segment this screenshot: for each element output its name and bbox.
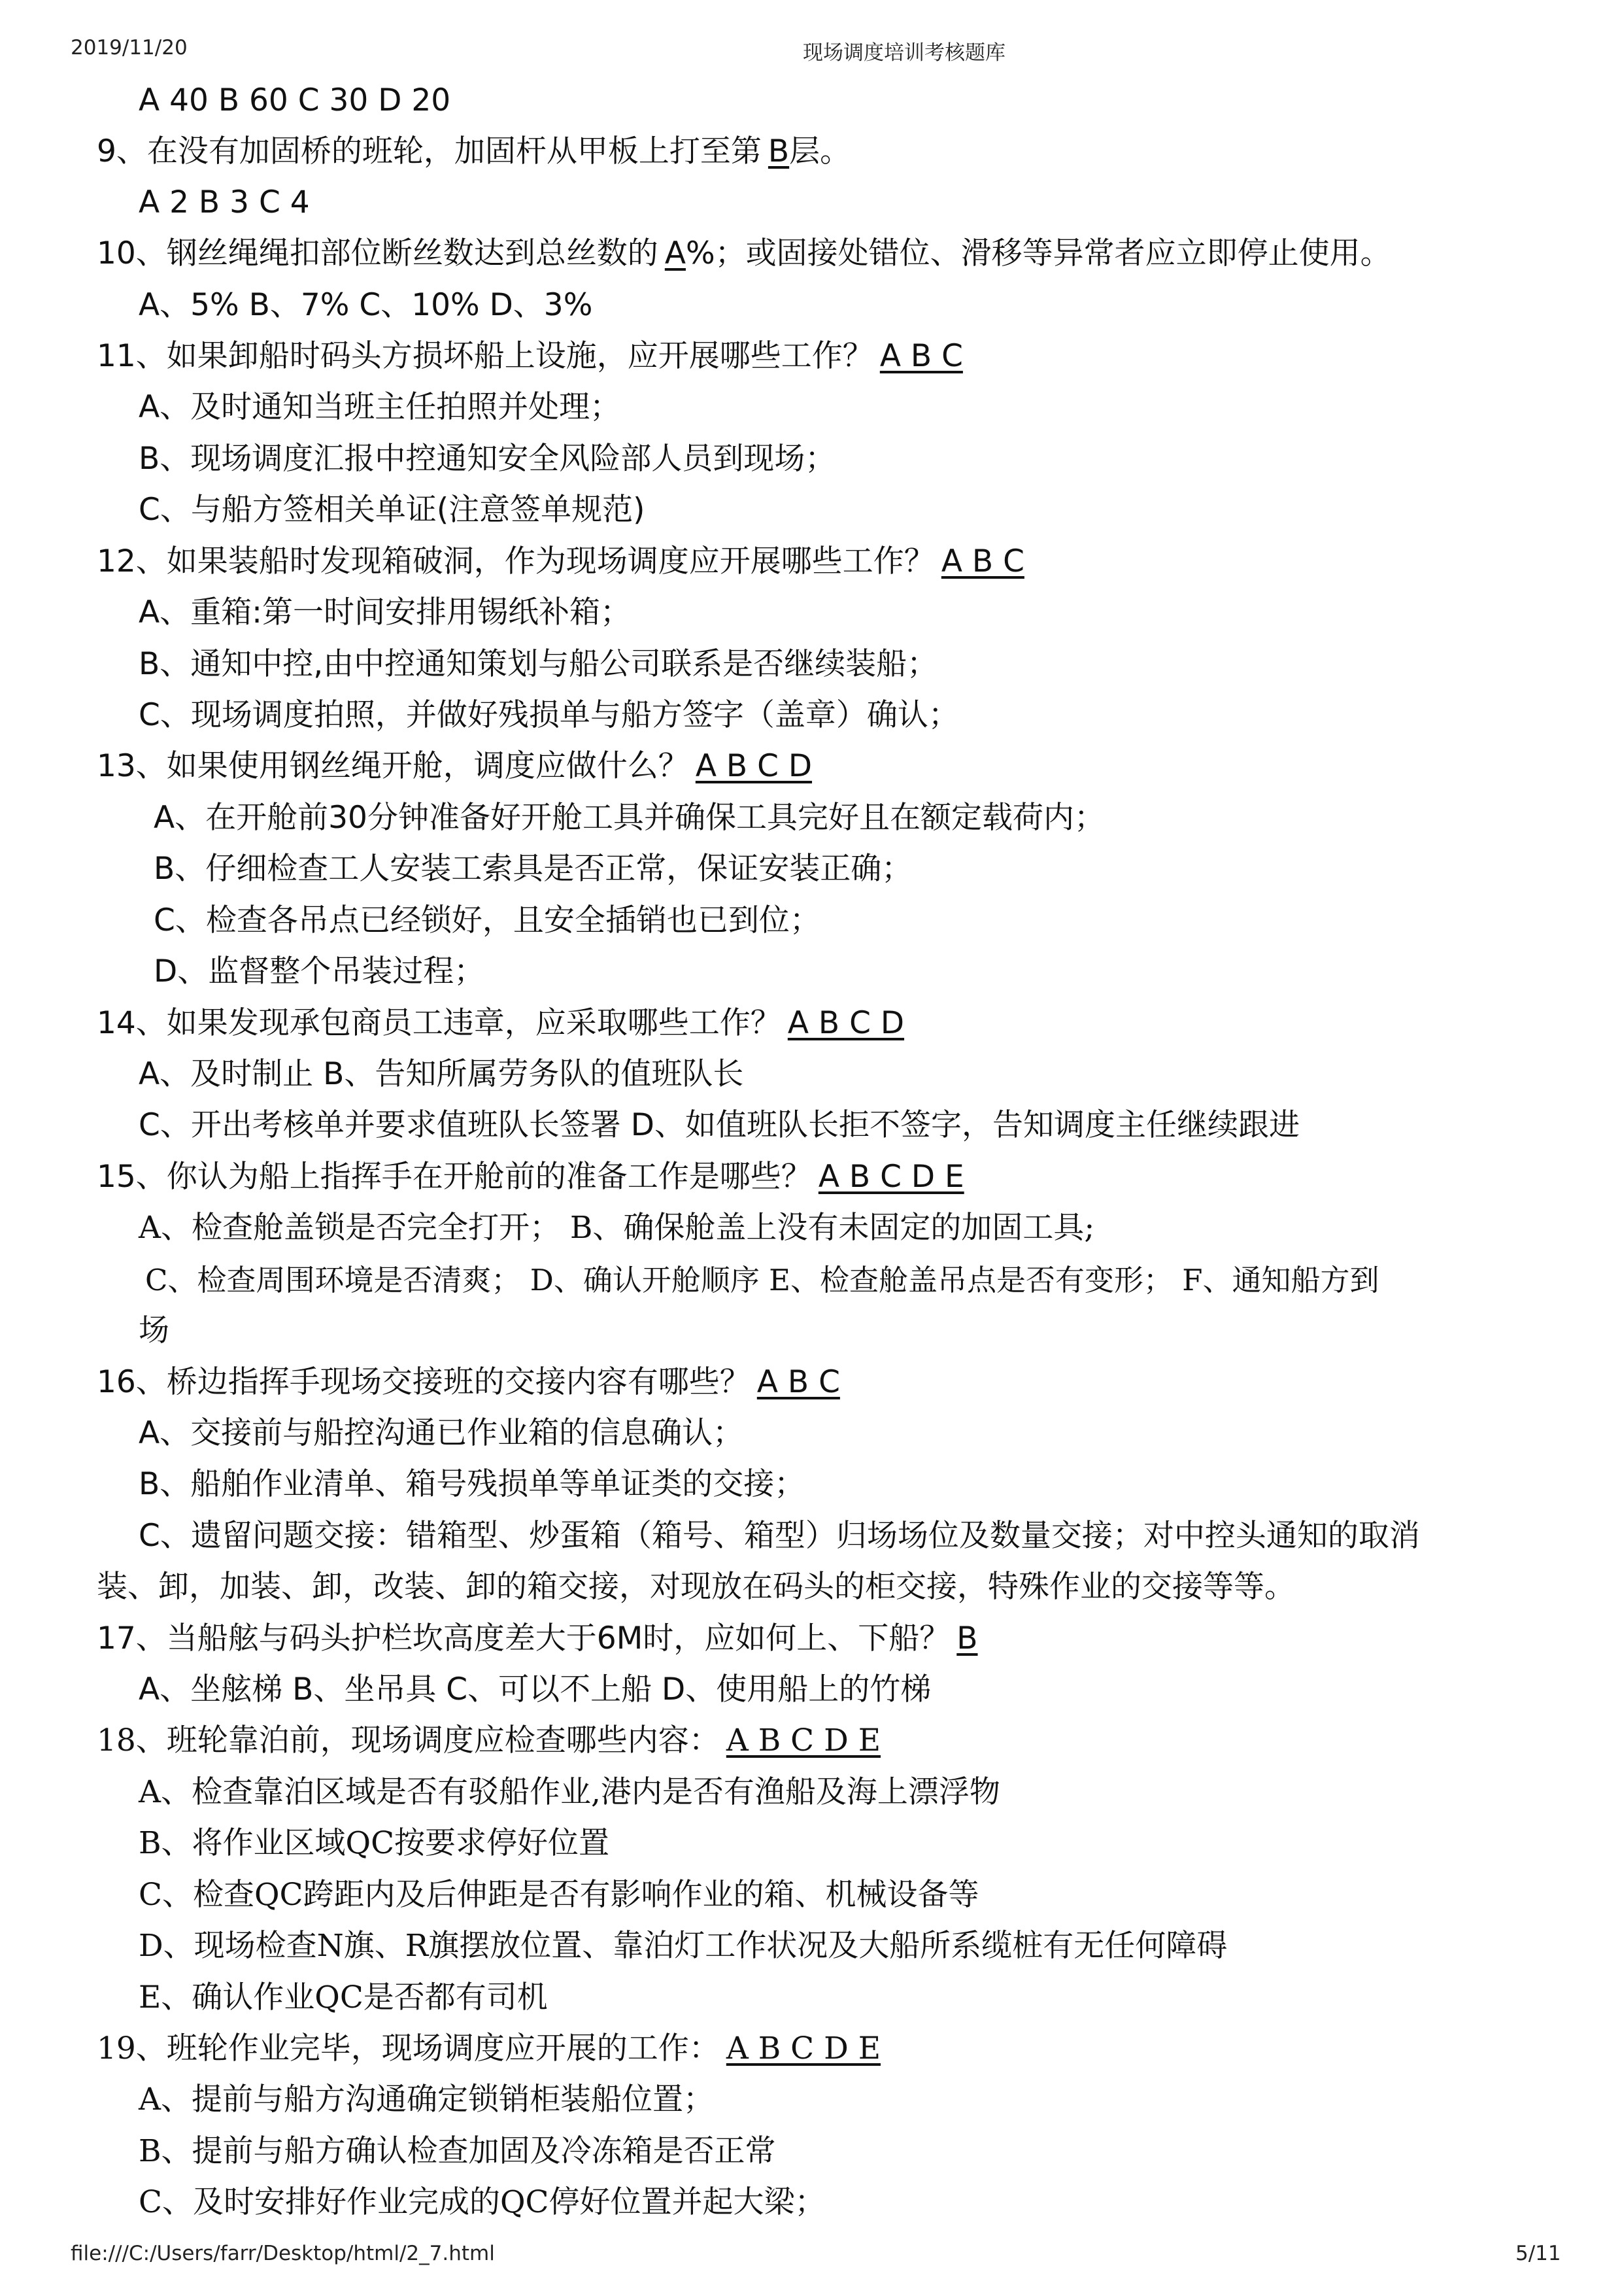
option-line: A、重箱:第一时间安排用锡纸补箱； [139, 594, 631, 630]
question-text: 13、如果使用钢丝绳开舱，调度应做什么？ [97, 748, 689, 784]
question-17 [97, 1619, 978, 1658]
option-line: C、遗留问题交接：错箱型、炒蛋箱（箱号、箱型）归场场位及数量交接；对中控头通知的取消 [139, 1518, 1420, 1554]
answer: B [768, 133, 790, 169]
header-title: 现场调度培训考核题库 [803, 41, 1005, 65]
footer-path: file:///C:/Users/farr/Desktop/html/2_7.html [71, 2242, 495, 2265]
option-line-wrap: 装、卸，加装、卸，改装、卸的箱交接，对现放在码头的柜交接，特殊作业的交接等等。 [97, 1569, 1295, 1605]
option-line: B、仔细检查工人安装工索具是否正常，保证安装正确； [154, 851, 913, 887]
option-line: A、提前与船方沟通确定锁销柜装船位置； [139, 2082, 714, 2117]
answer: A B C D E [818, 1159, 964, 1195]
question-16 [97, 1363, 840, 1402]
answer: A B C D [695, 748, 813, 784]
answer: A [664, 235, 686, 271]
option-line: A、交接前与船控沟通已作业箱的信息确认； [139, 1415, 744, 1451]
option-line: A、检查靠泊区域是否有驳船作业,港内是否有渔船及海上漂浮物 [139, 1774, 1000, 1810]
option-line: E、确认作业QC是否都有司机 [139, 1979, 548, 2015]
answer: B [956, 1620, 978, 1656]
option-line: B、船舶作业清单、箱号残损单等单证类的交接； [139, 1466, 805, 1502]
question-text: 12、如果装船时发现箱破洞，作为现场调度应开展哪些工作？ [97, 543, 935, 579]
question-9 [97, 132, 851, 171]
answer: A B C [879, 338, 963, 374]
answer: A B C [941, 543, 1024, 579]
question-text: 16、桥边指挥手现场交接班的交接内容有哪些？ [97, 1364, 751, 1400]
options-line: A 2 B 3 C 4 [139, 184, 310, 220]
option-line: B、提前与船方确认检查加固及冷冻箱是否正常 [139, 2133, 776, 2169]
option-line: C、及时安排好作业完成的QC停好位置并起大梁； [139, 2184, 826, 2220]
options-line: A、5% B、7% C、10% D、3% [139, 287, 593, 323]
footer-page-number: 5/11 [1515, 2242, 1561, 2265]
question-text: 14、如果发现承包商员工违章，应采取哪些工作？ [97, 1005, 781, 1041]
question-19 [97, 2029, 881, 2068]
question-10 [97, 234, 1391, 273]
option-line: A、检查舱盖锁是否完全打开； B、确保舱盖上没有未固定的加固工具; [139, 1210, 1095, 1246]
question-12 [97, 542, 1024, 581]
option-line: D、现场检查N旗、R旗摆放位置、靠泊灯工作状况及大船所系缆桩有无任何障碍 [139, 1928, 1228, 1964]
option-line: A、及时通知当班主任拍照并处理； [139, 389, 621, 425]
options-line: A 40 B 60 C 30 D 20 [139, 82, 451, 118]
question-13 [97, 747, 812, 786]
option-line-wrap: 场 [139, 1312, 169, 1348]
question-11 [97, 337, 963, 376]
option-line: C、与船方签相关单证(注意签单规范) [139, 492, 645, 528]
option-line: C、开出考核单并要求值班队长签署 D、如值班队长拒不签字，告知调度主任继续跟进 [139, 1107, 1300, 1143]
option-line: B、通知中控,由中控通知策划与船公司联系是否继续装船； [139, 646, 938, 682]
question-18 [97, 1721, 881, 1760]
answer: A B C D E [726, 2030, 881, 2066]
option-line: A、在开舱前30分钟准备好开舱工具并确保工具完好且在额定载荷内； [154, 800, 1105, 836]
option-line: B、将作业区域QC按要求停好位置 [139, 1825, 610, 1861]
question-text: 19、班轮作业完毕，现场调度应开展的工作： [97, 2030, 720, 2066]
header-date: 2019/11/20 [71, 36, 188, 60]
answer: A B C D E [726, 1722, 881, 1758]
option-line: C、现场调度拍照，并做好残损单与船方签字（盖章）确认； [139, 697, 959, 733]
question-14 [97, 1004, 904, 1043]
question-text: 10、钢丝绳绳扣部位断丝数达到总丝数的 [97, 235, 658, 271]
option-line: C、检查各吊点已经锁好，且安全插销也已到位； [154, 902, 820, 938]
question-text: 11、如果卸船时码头方损坏船上设施，应开展哪些工作？ [97, 338, 873, 374]
option-line: D、监督整个吊装过程； [154, 953, 485, 989]
question-text: 9、在没有加固桥的班轮，加固杆从甲板上打至第 [97, 133, 762, 169]
answer: A B C [756, 1364, 840, 1400]
question-15 [97, 1157, 964, 1197]
question-text-tail: %；或固接处错位、滑移等异常者应立即停止使用。 [685, 235, 1391, 271]
option-line: A、及时制止 B、告知所属劳务队的值班队长 [139, 1056, 744, 1092]
option-line: A、坐舷梯 B、坐吊具 C、可以不上船 D、使用船上的竹梯 [139, 1671, 932, 1707]
answer: A B C D [787, 1005, 905, 1041]
question-text: 15、你认为船上指挥手在开舱前的准备工作是哪些？ [97, 1159, 812, 1195]
option-line: C、检查QC跨距内及后伸距是否有影响作业的箱、机械设备等 [139, 1877, 979, 1913]
question-text-tail: 层。 [789, 133, 851, 169]
question-text: 18、班轮靠泊前，现场调度应检查哪些内容： [97, 1722, 720, 1758]
option-line: C、检查周围环境是否清爽； D、确认开舱顺序 E、检查舱盖吊点是否有变形； F、通知船方到 [145, 1263, 1379, 1297]
question-text: 17、当船舷与码头护栏坎高度差大于6M时，应如何上、下船？ [97, 1620, 951, 1656]
option-line: B、现场调度汇报中控通知安全风险部人员到现场； [139, 441, 836, 477]
